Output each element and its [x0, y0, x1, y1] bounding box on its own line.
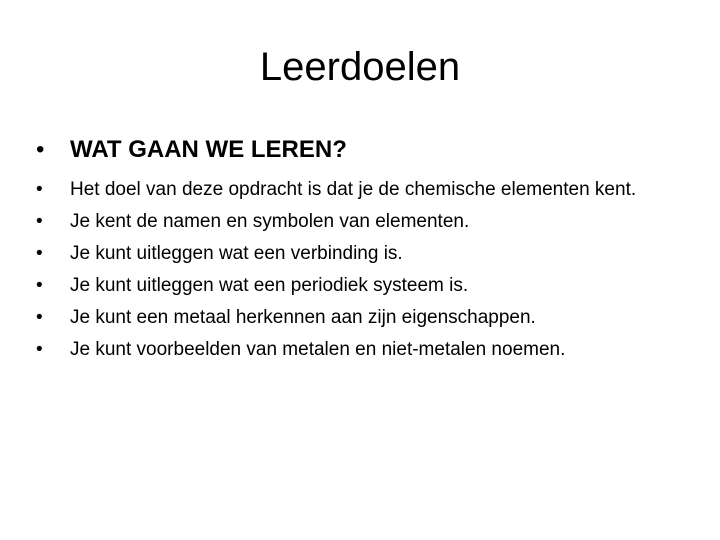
slide-title: Leerdoelen: [259, 45, 461, 89]
bullet-icon: •: [36, 275, 43, 296]
list-item: [36, 336, 696, 364]
list-item-text: Je kunt uitleggen wat een periodiek systeem is.: [70, 275, 469, 296]
list-item: [36, 272, 696, 300]
section-heading: [36, 133, 696, 167]
bullet-icon: •: [36, 179, 43, 200]
bullet-icon: •: [36, 211, 43, 232]
list-item-text: Je kunt een metaal herkennen aan zijn eigenschappen.: [70, 307, 536, 328]
section-heading-text: WAT GAAN WE LEREN?: [70, 136, 347, 163]
list-item: [36, 304, 696, 332]
list-item-text: Je kunt voorbeelden van metalen en niet-metalen noemen.: [70, 339, 566, 360]
bullet-icon: •: [36, 307, 43, 328]
learning-goals-list: [36, 176, 696, 368]
list-item-text: Het doel van deze opdracht is dat je de chemische elementen kent.: [70, 179, 637, 200]
list-item-text: Je kunt uitleggen wat een verbinding is.: [70, 243, 403, 264]
bullet-icon: •: [36, 136, 45, 163]
list-item: [36, 208, 696, 236]
list-item: [36, 176, 696, 204]
list-item-text: Je kent de namen en symbolen van elementen.: [70, 211, 470, 232]
bullet-icon: •: [36, 243, 43, 264]
list-item: [36, 240, 696, 268]
bullet-icon: •: [36, 339, 43, 360]
